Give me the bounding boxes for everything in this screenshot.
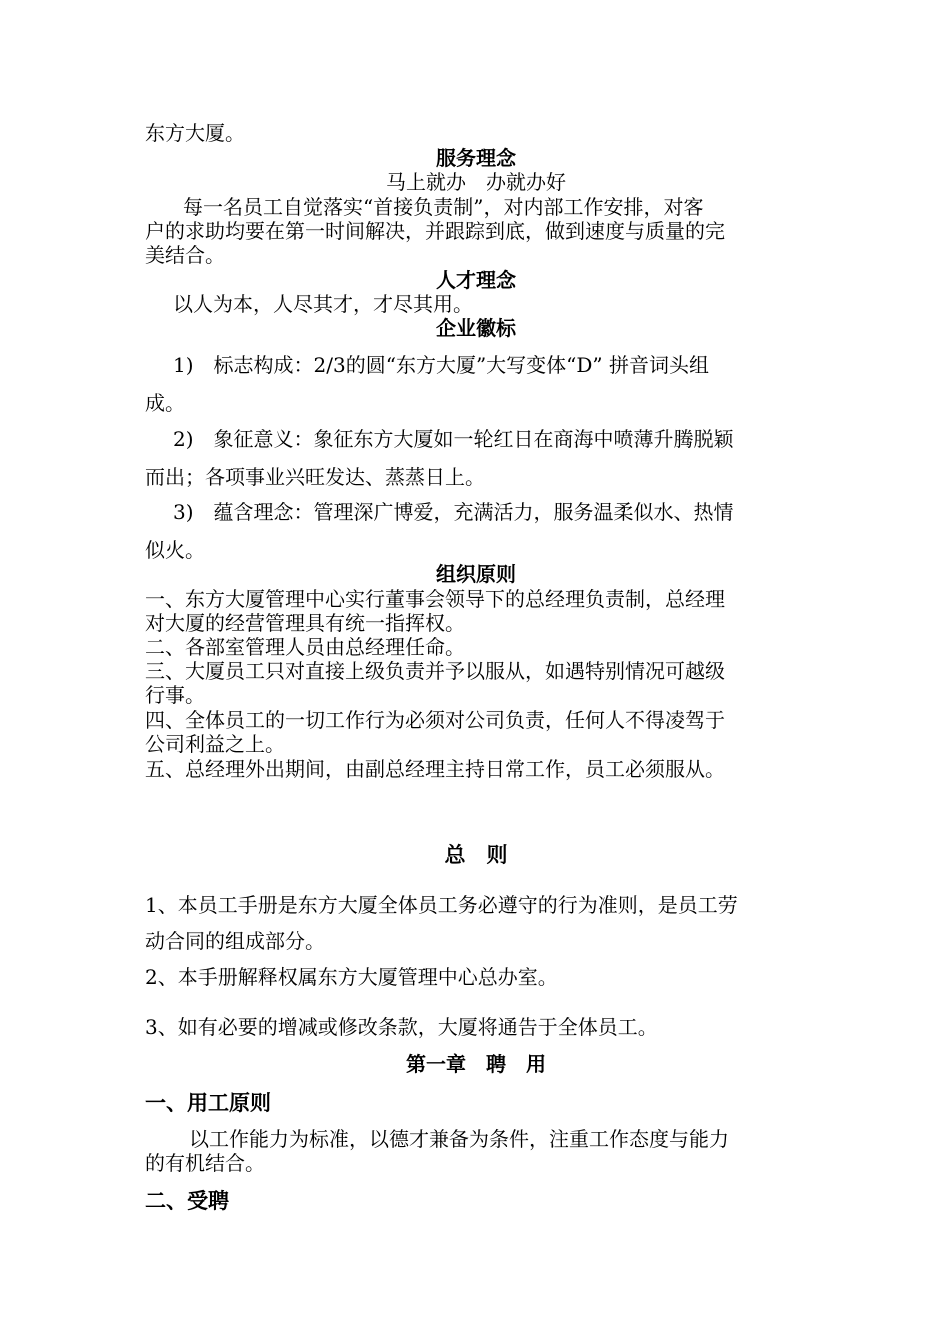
list-item: 1、本员工手册是东方大厦全体员工务必遵守的行为准则，是员工劳	[145, 893, 738, 917]
section-heading-logo: 企业徽标	[436, 316, 516, 340]
list-item-continuation: 而出；各项事业兴旺发达、蒸蒸日上。	[145, 465, 485, 489]
subsection-heading-hire: 二、受聘	[145, 1189, 229, 1213]
paragraph-line: 以工作能力为标准，以德才兼备为条件，注重工作态度与能力	[189, 1127, 729, 1151]
list-item: 三、大厦员工只对直接上级负责并予以服从，如遇特别情况可越级	[145, 659, 725, 683]
list-item-continuation: 成。	[145, 391, 185, 415]
paragraph-line: 每一名员工自觉落实“首接负责制”，对内部工作安排，对客	[183, 195, 704, 219]
paragraph-text: 东方大厦。	[145, 121, 245, 145]
list-item: 五、总经理外出期间，由副总经理主持日常工作，员工必须服从。	[145, 757, 725, 781]
service-slogan: 马上就办 办就办好	[386, 170, 566, 194]
list-item-continuation: 公司利益之上。	[145, 732, 285, 756]
paragraph-line: 以人为本，人尽其才，才尽其用。	[173, 292, 473, 316]
list-item-continuation: 动合同的组成部分。	[145, 929, 325, 953]
list-item: 3、如有必要的增减或修改条款，大厦将通告于全体员工。	[145, 1015, 658, 1039]
list-item: 2) 象征意义：象征东方大厦如一轮红日在商海中喷薄升腾脱颖	[173, 427, 734, 451]
list-item: 1) 标志构成：2/3的圆“东方大厦”大写变体“D” 拼音词头组	[173, 353, 710, 377]
list-item-continuation: 行事。	[145, 683, 205, 707]
list-item: 2、本手册解释权属东方大厦管理中心总办室。	[145, 965, 558, 989]
list-item: 四、全体员工的一切工作行为必须对公司负责，任何人不得凌驾于	[145, 708, 725, 732]
section-heading-talent: 人才理念	[436, 268, 516, 292]
section-heading-org: 组织原则	[436, 562, 516, 586]
paragraph-line: 美结合。	[145, 243, 225, 267]
paragraph-line: 的有机结合。	[145, 1151, 265, 1175]
section-heading-general: 总 则	[444, 842, 508, 867]
list-item: 一、东方大厦管理中心实行董事会领导下的总经理负责制，总经理	[145, 587, 725, 611]
list-item: 3) 蕴含理念：管理深广博爱，充满活力，服务温柔似水、热情	[173, 500, 734, 524]
list-item: 二、各部室管理人员由总经理任命。	[145, 635, 465, 659]
list-item-continuation: 似火。	[145, 538, 205, 562]
paragraph-line: 户的求助均要在第一时间解决，并跟踪到底，做到速度与质量的完	[145, 219, 725, 243]
chapter-heading: 第一章 聘 用	[406, 1052, 546, 1076]
section-heading-service: 服务理念	[436, 146, 516, 170]
list-item-continuation: 对大厦的经营管理具有统一指挥权。	[145, 611, 465, 635]
subsection-heading-employ: 一、用工原则	[145, 1091, 271, 1115]
